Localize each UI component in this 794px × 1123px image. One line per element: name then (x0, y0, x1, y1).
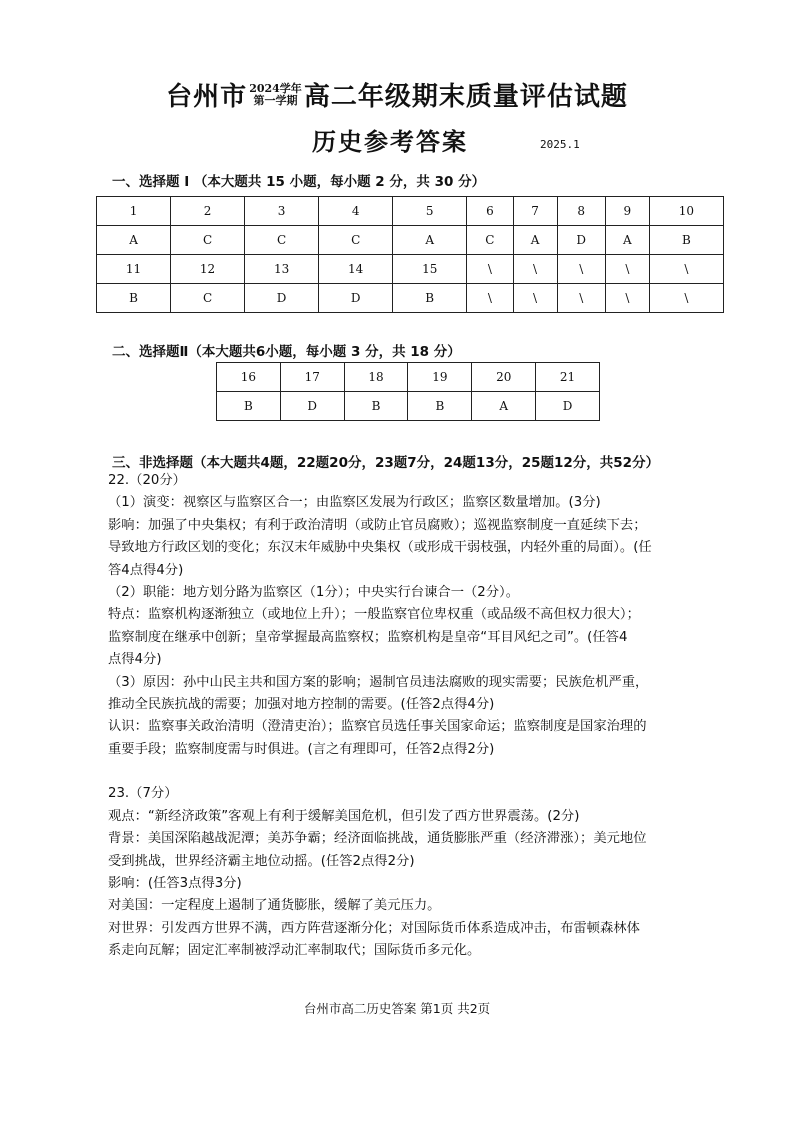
table-cell: 7 (513, 197, 557, 226)
table-cell: D (319, 284, 393, 313)
table-row (97, 197, 724, 226)
table-cell: 19 (408, 363, 472, 392)
q22-line: 答4点得4分) (108, 562, 184, 578)
table-cell: B (393, 284, 467, 313)
table-cell: C (245, 226, 319, 255)
table-cell: 2 (171, 197, 245, 226)
section1-answer-table (96, 196, 724, 313)
table-cell: A (472, 392, 536, 421)
table-cell: 15 (393, 255, 467, 284)
table-cell: C (171, 284, 245, 313)
q23-line: 23.（7分） (108, 786, 178, 802)
term-label (249, 83, 302, 107)
table-cell: C (319, 226, 393, 255)
q22-line: （3）原因：孙中山民主共和国方案的影响；遏制官员违法腐败的现实需要；民族危机严重， (108, 674, 649, 690)
table-cell: 13 (245, 255, 319, 284)
table-cell: D (557, 226, 605, 255)
table-cell: 21 (536, 363, 600, 392)
table-cell: \ (513, 284, 557, 313)
q22-line: 点得4分) (108, 652, 162, 668)
page-subtitle: 历史参考答案 (312, 127, 468, 156)
table-cell: 20 (472, 363, 536, 392)
table-cell: 14 (319, 255, 393, 284)
table-cell: 10 (649, 197, 723, 226)
q23-line: 背景：美国深陷越战泥潭；美苏争霸；经济面临挑战，通货膨胀严重（经济滞涨）；美元地位 (108, 831, 647, 847)
table-cell: 3 (245, 197, 319, 226)
table-cell: 5 (393, 197, 467, 226)
table-cell: 1 (97, 197, 171, 226)
table-cell: D (245, 284, 319, 313)
table-cell: B (217, 392, 281, 421)
table-row (217, 363, 600, 392)
q23-line: 受到挑战，世界经济霸主地位动摇。(任答2点得2分) (108, 853, 415, 869)
table-cell: 9 (605, 197, 649, 226)
table-cell: 4 (319, 197, 393, 226)
q22-line: （2）职能：地方划分路为监察区（1分）；中央实行台谏合一（2分）。 (108, 585, 519, 601)
table-cell: 11 (97, 255, 171, 284)
table-cell: \ (605, 284, 649, 313)
q23-line: 影响：(任答3点得3分) (108, 875, 242, 891)
table-cell: \ (649, 284, 723, 313)
table-cell: A (97, 226, 171, 255)
city-name: 台州市 (166, 82, 248, 112)
q22-line: 导致地方行政区划的变化；东汉末年威胁中央集权（或形成干弱枝强，内轻外重的局面）。(任 (108, 540, 652, 556)
table-cell: C (171, 226, 245, 255)
table-cell: \ (513, 255, 557, 284)
q22-line: 推动全民族抗战的需要；加强对地方控制的需要。(任答2点得4分) (108, 697, 495, 713)
table-cell: 16 (217, 363, 281, 392)
table-cell: \ (557, 284, 605, 313)
table-cell: B (97, 284, 171, 313)
table-row (97, 226, 724, 255)
term-line-2: 第一学期 (253, 93, 298, 107)
q23-line: 系走向瓦解；固定汇率制被浮动汇率制取代；国际货币多元化。 (108, 943, 481, 959)
q23-line: 对世界：引发西方世界不满，西方阵营逐渐分化；对国际货币体系造成冲击，布雷顿森林体 (108, 920, 640, 936)
q22-line: 影响：加强了中央集权；有利于政治清明（或防止官员腐败）；巡视监察制度一直延续下去； (108, 517, 647, 533)
q22-line: 认识：监察事关政治清明（澄清吏治）；监察官员选任事关国家命运；监察制度是国家治理的 (108, 719, 647, 735)
date: 2025.1 (540, 138, 580, 151)
term-line-1: 2024学年 (249, 81, 302, 95)
page-footer: 台州市高二历史答案 第1页 共2页 (303, 1001, 491, 1016)
table-cell: \ (649, 255, 723, 284)
table-row (97, 255, 724, 284)
title-row (0, 76, 794, 113)
table-cell: B (344, 392, 408, 421)
table-cell: \ (467, 284, 513, 313)
table-cell: B (649, 226, 723, 255)
table-row (97, 284, 724, 313)
q22-line: 22.（20分） (108, 473, 186, 488)
q22-line: （1）演变：视察区与监察区合一；由监察区发展为行政区；监察区数量增加。(3分) (108, 495, 601, 511)
table-cell: \ (467, 255, 513, 284)
table-cell: \ (557, 255, 605, 284)
table-cell: 8 (557, 197, 605, 226)
q22-line: 监察制度在继承中创新；皇帝掌握最高监察权；监察机构是皇帝“耳目风纪之司”。(任答4 (108, 629, 628, 645)
table-cell: 12 (171, 255, 245, 284)
table-cell: C (467, 226, 513, 255)
table-cell: A (393, 226, 467, 255)
q22-answer-block (108, 470, 708, 963)
q23-line: 观点：“新经济政策”客观上有利于缓解美国危机，但引发了西方世界震荡。(2分) (108, 808, 580, 824)
section2-heading: 二、选择题Ⅱ（本大题共6小题，每小题 3 分，共 18 分） (112, 344, 461, 360)
section2-answer-table (216, 362, 600, 421)
table-cell: \ (605, 255, 649, 284)
section1-heading: 一、选择题 Ⅰ （本大题共 15 小题，每小题 2 分，共 30 分） (112, 174, 486, 190)
section3-heading: 三、非选择题（本大题共4题，22题20分，23题7分，24题13分，25题12分，共52分） (112, 455, 660, 471)
table-cell: B (408, 392, 472, 421)
table-cell: A (605, 226, 649, 255)
table-cell: 17 (280, 363, 344, 392)
q22-line: 特点：监察机构逐渐独立（或地位上升）；一般监察官位卑权重（或品级不高但权力很大）； (108, 607, 640, 623)
table-cell: 6 (467, 197, 513, 226)
table-cell: A (513, 226, 557, 255)
q22-line: 重要手段；监察制度需与时俱进。(言之有理即可，任答2点得2分) (108, 741, 495, 757)
table-cell: D (536, 392, 600, 421)
table-cell: D (280, 392, 344, 421)
exam-title: 高二年级期末质量评估试题 (303, 82, 628, 112)
table-cell: 18 (344, 363, 408, 392)
q23-line: 对美国：一定程度上遏制了通货膨胀，缓解了美元压力。 (108, 898, 441, 914)
table-row (217, 392, 600, 421)
